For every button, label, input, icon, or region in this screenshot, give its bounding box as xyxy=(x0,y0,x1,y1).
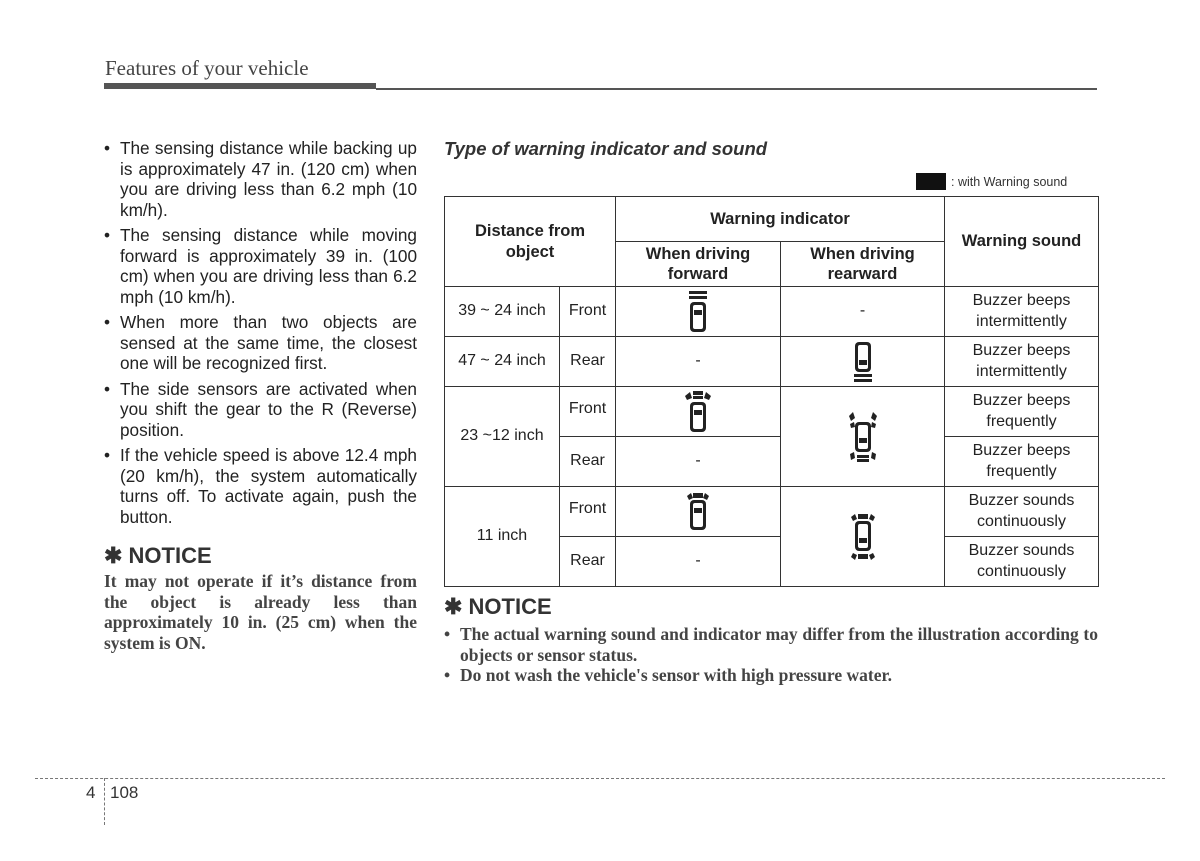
header-warning-sound: Warning sound xyxy=(945,197,1099,287)
notice-item: • The actual warning sound and indicator may differ from the illustration according to objects or sensor status. xyxy=(444,624,1098,665)
chapter-number: 4 xyxy=(86,783,96,802)
sound-cell: Buzzer beeps frequently xyxy=(945,387,1099,437)
car-all-sensors-warning-icon xyxy=(846,410,880,464)
header-when-rearward: When driving rearward xyxy=(781,242,945,287)
page-header-title: Features of your vehicle xyxy=(105,56,309,80)
legend-swatch-icon xyxy=(916,173,946,190)
header-warning-indicator: Warning indicator xyxy=(616,197,945,242)
header-distance: Distance from object xyxy=(445,197,616,287)
forward-cell xyxy=(616,487,781,537)
header-when-forward: When driving forward xyxy=(616,242,781,287)
forward-cell: - xyxy=(616,537,781,587)
legend xyxy=(916,173,1067,190)
forward-cell xyxy=(616,287,781,337)
table-row xyxy=(445,287,1099,337)
car-front-warning-icon xyxy=(686,290,710,334)
rearward-cell xyxy=(781,337,945,387)
distance-cell: 11 inch xyxy=(445,487,560,587)
distance-cell: 47 ~ 24 inch xyxy=(445,337,560,387)
side-cell: Front xyxy=(560,487,616,537)
notice-title: ✱ NOTICE xyxy=(444,594,552,619)
car-all-sensors-close-icon xyxy=(848,513,878,561)
table-row xyxy=(445,387,1099,437)
side-cell: Rear xyxy=(560,537,616,587)
legend-text: : with Warning sound xyxy=(951,174,1068,189)
distance-cell: 23 ~12 inch xyxy=(445,387,560,487)
bullet-item: • When more than two objects are sensed at the same time, the closest one will be recognized first. xyxy=(104,312,417,374)
sound-cell: Buzzer beeps frequently xyxy=(945,437,1099,487)
sound-cell: Buzzer beeps intermittently xyxy=(945,287,1099,337)
distance-cell: 39 ~ 24 inch xyxy=(445,287,560,337)
bullet-item: • The sensing distance while moving forward is approximately 39 in. (100 cm) when you are driving less than 6.2 mph (10 km/h). xyxy=(104,225,417,307)
table-notice xyxy=(444,588,1098,686)
sound-cell: Buzzer sounds continuously xyxy=(945,537,1099,587)
table-row xyxy=(445,337,1099,387)
forward-cell: - xyxy=(616,437,781,487)
notice-list xyxy=(444,624,1098,686)
side-cell: Front xyxy=(560,387,616,437)
side-cell: Rear xyxy=(560,337,616,387)
bullet-item: • The sensing distance while backing up is approximately 47 in. (120 cm) when you are driving less than 6.2 mph (10 km/h). xyxy=(104,138,417,220)
side-cell: Front xyxy=(560,287,616,337)
footer-rule xyxy=(35,778,1165,779)
car-front-corner-warning-icon xyxy=(683,390,713,434)
sound-cell: Buzzer sounds continuously xyxy=(945,487,1099,537)
rearward-cell xyxy=(781,487,945,587)
bullet-item: • If the vehicle speed is above 12.4 mph (20 km/h), the system automatically turns off. To activate again, push the button. xyxy=(104,445,417,527)
warning-indicator-table xyxy=(444,196,1099,587)
footer-divider xyxy=(104,778,105,825)
notice-title: ✱ NOTICE xyxy=(104,543,212,568)
side-cell: Rear xyxy=(560,437,616,487)
left-column xyxy=(104,138,417,653)
forward-cell xyxy=(616,387,781,437)
page-number: 108 xyxy=(110,783,139,802)
sensing-bullets xyxy=(104,138,417,527)
notice-body: It may not operate if it’s distance from the object is already less than approximately 10 in. (25 cm) when the system is ON. xyxy=(104,571,417,653)
section-title: Type of warning indicator and sound xyxy=(444,138,768,159)
car-front-close-warning-icon xyxy=(684,492,712,532)
right-column xyxy=(444,138,1098,685)
notice-item: • Do not wash the vehicle's sensor with high pressure water. xyxy=(444,665,1098,686)
rearward-cell: - xyxy=(781,287,945,337)
sound-cell: Buzzer beeps intermittently xyxy=(945,337,1099,387)
car-rear-warning-icon xyxy=(851,340,875,384)
rearward-cell xyxy=(781,387,945,487)
header-rule-thin xyxy=(376,88,1097,90)
header-rule-thick xyxy=(104,83,376,89)
forward-cell: - xyxy=(616,337,781,387)
bullet-item: • The side sensors are activated when you shift the gear to the R (Reverse) position. xyxy=(104,379,417,441)
table-row xyxy=(445,487,1099,537)
